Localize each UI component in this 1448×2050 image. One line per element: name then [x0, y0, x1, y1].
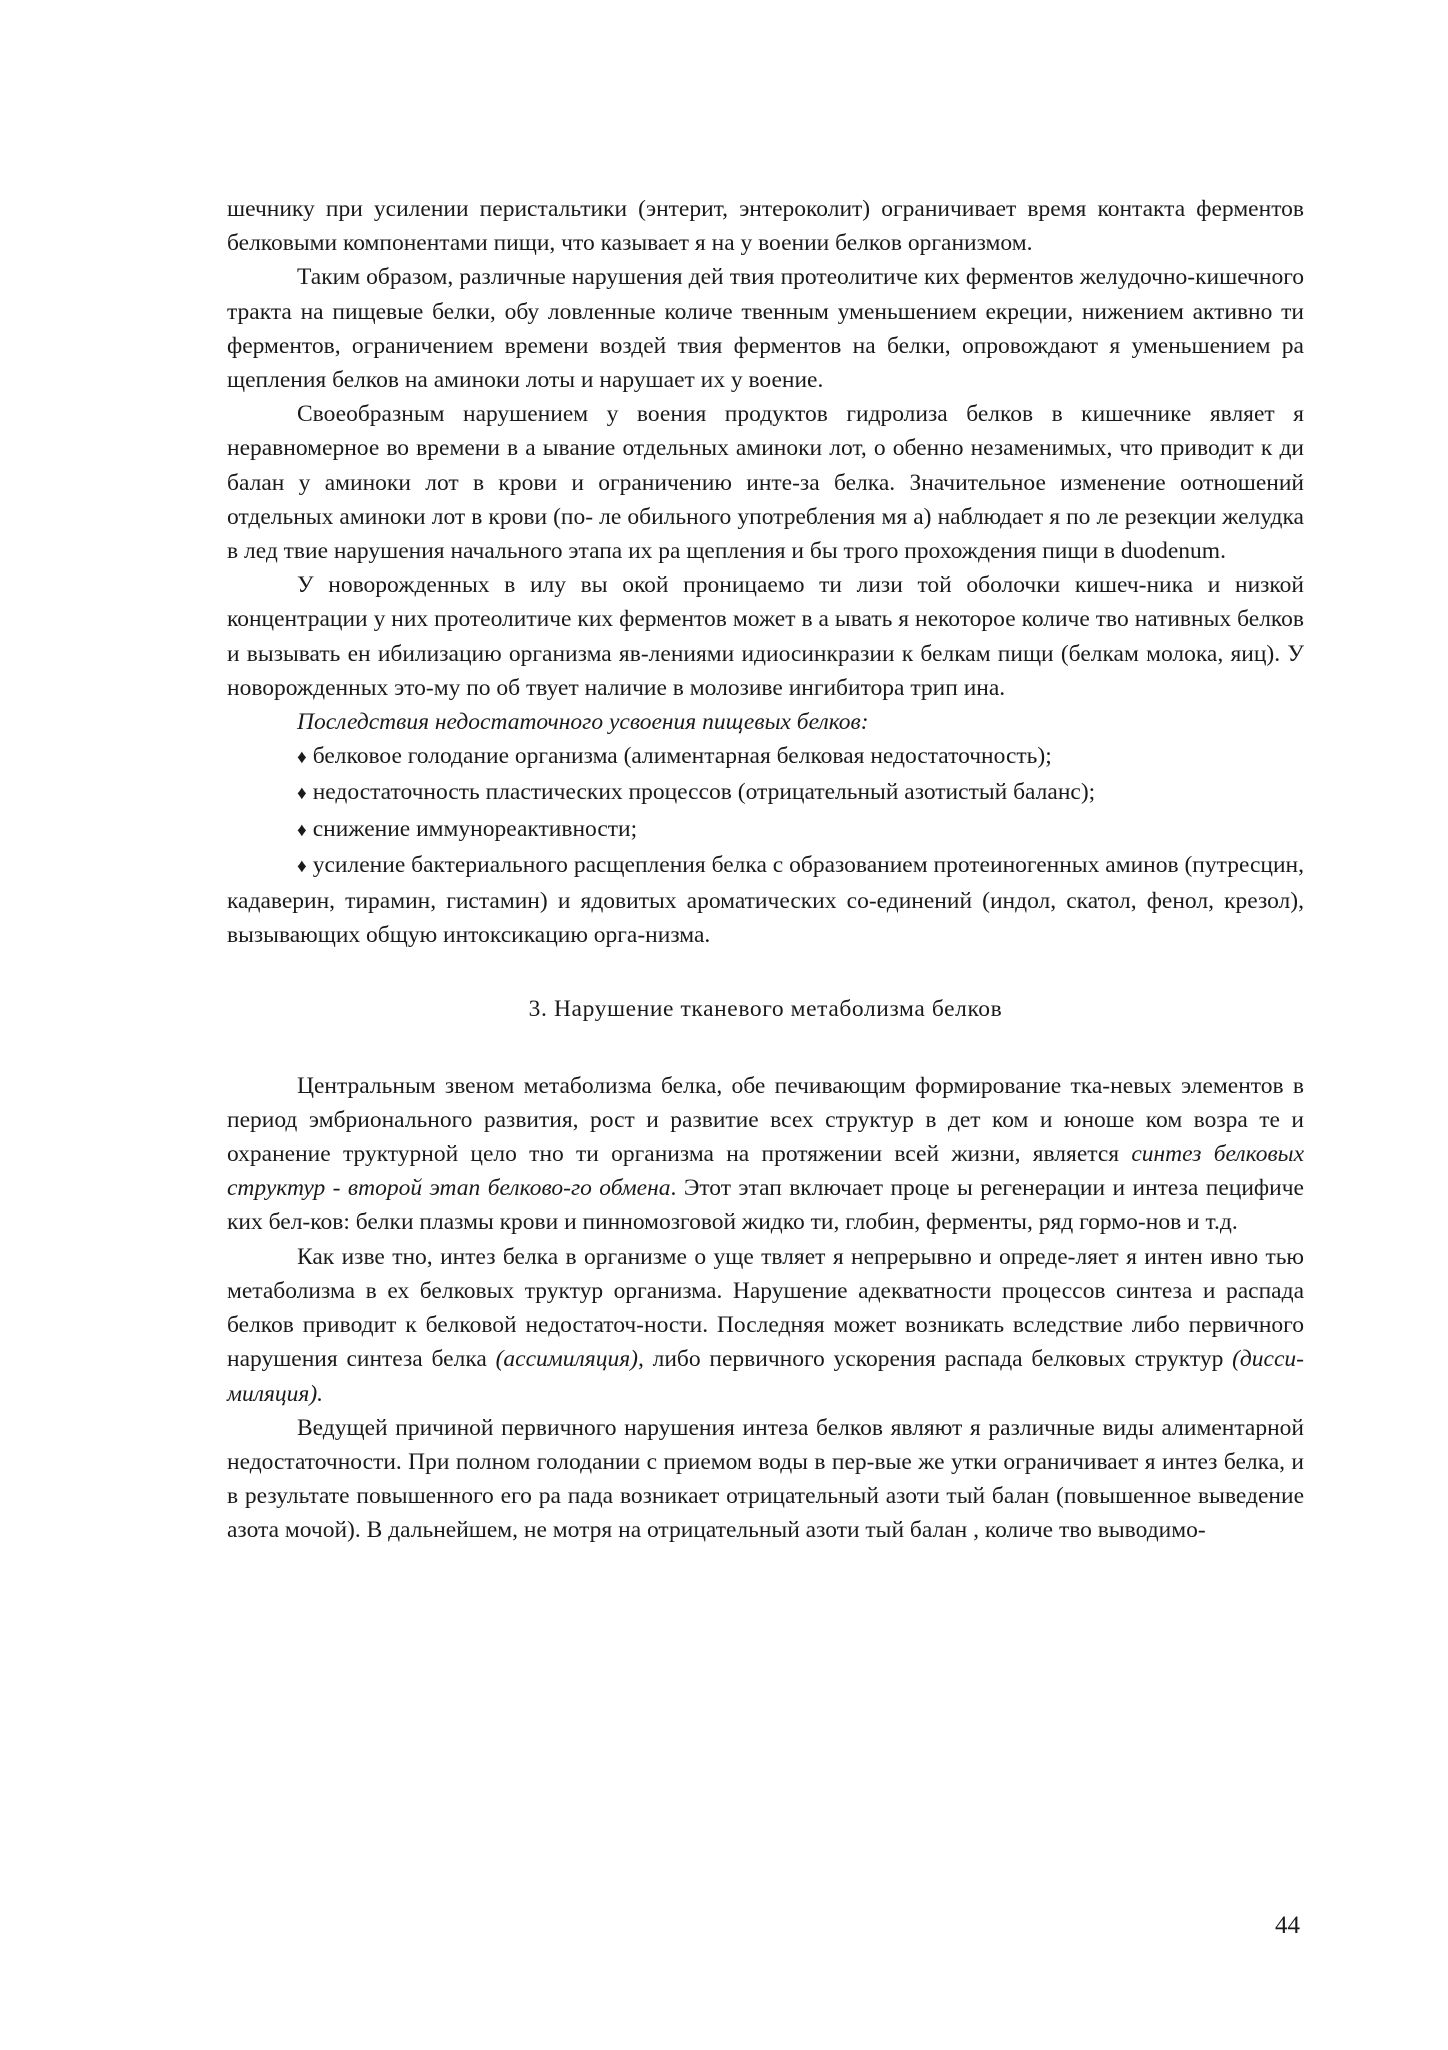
paragraph-text: . Этот этап включает проце ы регенерации и интеза пецифиче ких бел-ков: белки плазмы крови и пинномозговой жидко ти, глобин, ферменты, ряд гормо-нов и т.д. [227, 1175, 1304, 1236]
bullet-text: белковое голодание организма (алиментарная белковая недостаточность); [312, 743, 1052, 770]
page-body [227, 192, 1304, 1548]
bullet-text: усиление бактериального расщепления белка с образованием протеиногенных аминов (путресцин, кадаверин, тирамин, гистамин) и ядовитых ароматических со-единений (индол, скатол, фенол, крезол), вызывающих общую интоксикацию орга-низма. [227, 851, 1304, 949]
paragraph: Таким образом, различные нарушения дей твия протеолитиче ких ферментов желудочно-кишечного тракта на пищевые белки, обу ловленные количе твенным уменьшением екреции, нижением активно ти ферментов, ограничением времени воздей твия ферментов на белки, опровождают я уменьшением ра щепления белков на аминоки лоты и нарушает их у воение. [227, 264, 1304, 394]
paragraph-text: либо первичного ускорения распада белковых структур [643, 1346, 1233, 1373]
italic-term: (ассимиляция), [495, 1346, 644, 1373]
paragraph-text: Центральным звеном метаболизма белка, обе печивающим формирование тка-невых элементов в период эмбрионального развития, рост и развитие всех структур в дет ком и юноше ком возра те и охранение труктурной цело тно ти организма на протяжении всей жизни, является [227, 1072, 1304, 1168]
section-heading: 3. Нарушение тканевого метаболизма белков [528, 996, 1003, 1023]
bullet-item [227, 848, 1304, 953]
page-number: 44 [1275, 1912, 1300, 1939]
paragraph-continuation: шечнику при усилении перистальтики (энтерит, энтероколит) ограничивает время контакта ферментов белковыми компонентами пищи, что казывает я на у воении белков организмом. [227, 196, 1304, 257]
paragraph [227, 1240, 1304, 1411]
paragraph-text: Как изве тно, интез белка в организме о уще твляет я непрерывно и опреде-ляет я интен ивно тью метаболизма в ех белковых труктур организма. Нарушение адекватности процессов синтеза и распада белков приводит к белковой недостаточ-ности. Последняя может возникать вследствие либо первичного нарушения синтеза белка [227, 1243, 1304, 1373]
italic-term: (дисси-миляция). [227, 1346, 1304, 1407]
bullet-text: снижение иммунореактивности; [312, 815, 638, 842]
bullet-text: недостаточность пластических процессов (отрицательный азотистый баланс); [312, 779, 1096, 806]
italic-term: синтез белковых структур - второй этап белково-го обмена [227, 1141, 1304, 1202]
paragraph: У новорожденных в илу вы окой проницаемо ти лизи той оболочки кишеч-ника и низкой концентрации у них протеолитиче ких ферментов может в а ывать я некоторое количе тво нативных белков и вызывать ен ибилизацию организма яв-лениями идиосинкразии к белкам пищи (белкам молока, яиц). У новорожденных это-му по об твует наличие в молозиве ингибитора трип ина. [227, 572, 1304, 701]
paragraph [227, 1069, 1304, 1240]
paragraph: Ведущей причиной первичного нарушения интеза белков являют я различные виды алиментарной недостаточности. При полном голодании с приемом воды в пер-вые же утки ограничивает я интез белка, и в результате повышенного его ра пада возникает отрицательный азоти тый балан (повышенное выведение азота мочой). В дальнейшем, не мотря на отрицательный азоти тый балан , количе тво выводимо- [227, 1414, 1304, 1544]
bullet-item [227, 775, 1304, 811]
bullet-item [227, 739, 1304, 775]
paragraph: Своеобразным нарушением у воения продуктов гидролиза белков в кишечнике являет я неравномерное во времени в а ывание отдельных аминоки лот, о обенно незаменимых, что приводит к ди балан у аминоки лот в крови и ограничению инте-за белка. Значительное изменение оотношений отдельных аминоки лот в крови (по- ле обильного употребления мя а) наблюдает я по ле резекции желудка в лед твие нарушения начального этапа их ра щепления и бы трого прохождения пищи в duodenum. [227, 401, 1304, 565]
list-title: Последствия недостаточного усвоения пищевых белков: [297, 709, 869, 736]
diamond-bullet-icon: ♦ [297, 855, 307, 877]
diamond-bullet-icon: ♦ [297, 819, 307, 841]
bullet-item [227, 812, 1304, 848]
diamond-bullet-icon: ♦ [297, 747, 307, 769]
diamond-bullet-icon: ♦ [297, 783, 307, 805]
